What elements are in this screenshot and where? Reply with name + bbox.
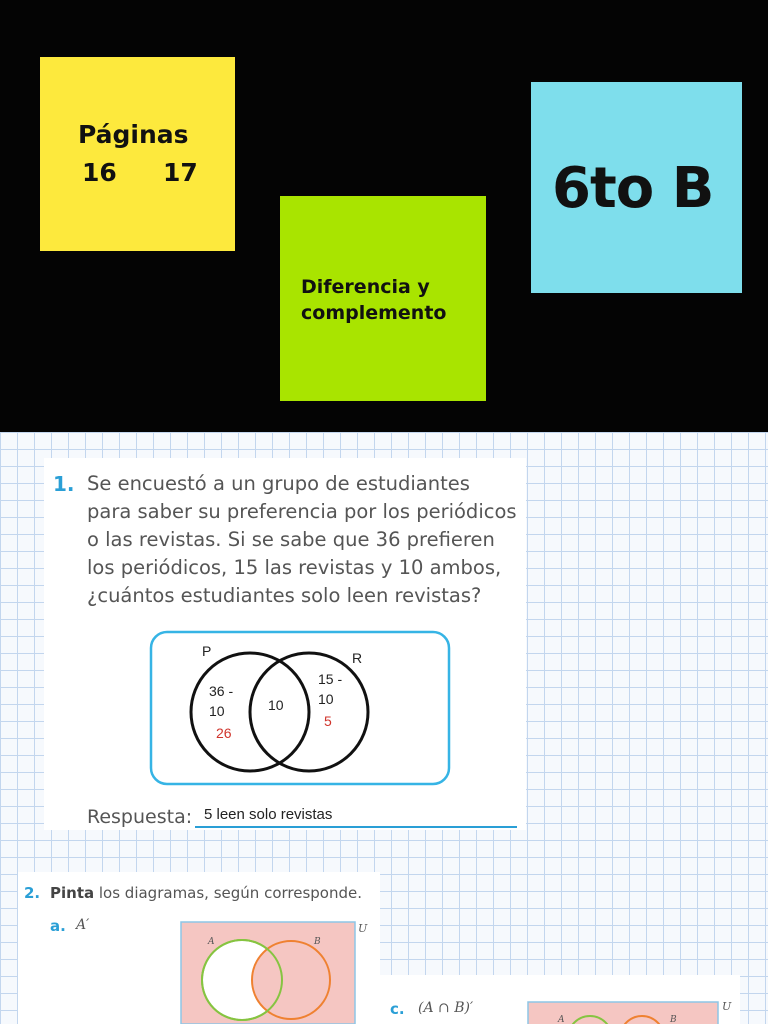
answer-text[interactable]: 5 leen solo revistas xyxy=(204,806,333,823)
venn-diagram xyxy=(149,630,453,786)
item-a-diagram[interactable] xyxy=(178,918,368,1024)
right-region-result: 5 xyxy=(324,713,332,729)
topic-line: Diferencia y xyxy=(301,276,430,298)
set-b-label: B xyxy=(670,1015,677,1024)
intersection-value: 10 xyxy=(268,697,284,713)
set-b-circle xyxy=(252,941,330,1019)
statement-line: ¿cuántos estudiantes solo leen revistas? xyxy=(87,584,482,607)
left-region-result: 26 xyxy=(216,725,232,741)
pages-note xyxy=(40,57,235,251)
right-region-expression xyxy=(318,669,342,709)
item-c-expression: (A ∩ B)′ xyxy=(418,1000,474,1016)
item-c-letter: c. xyxy=(390,1000,405,1018)
topic-line: complemento xyxy=(301,302,447,324)
page-number-b: 17 xyxy=(163,158,198,187)
item-a-letter: a. xyxy=(50,917,66,935)
exercise-1-number: 1. xyxy=(53,472,75,496)
page-number-a: 16 xyxy=(82,158,117,187)
item-c-diagram[interactable] xyxy=(510,994,736,1024)
topic-title xyxy=(301,274,446,326)
answer-label: Respuesta: xyxy=(87,806,193,828)
statement-line: los periódicos, 15 las revistas y 10 ambos, xyxy=(87,556,502,579)
item-a-expression: A′ xyxy=(76,917,90,933)
instruction-rest: los diagramas, según corresponde. xyxy=(94,884,362,902)
set-r-label: R xyxy=(352,650,363,666)
expression-line: 10 xyxy=(209,703,225,719)
grade-label: 6to B xyxy=(552,156,714,221)
statement-line: Se encuestó a un grupo de estudiantes xyxy=(87,472,470,495)
answer-underline xyxy=(195,826,517,828)
pages-title: Páginas xyxy=(78,120,189,149)
expression-line: 15 - xyxy=(318,671,343,687)
set-a-label: A xyxy=(558,1015,565,1024)
left-region-expression xyxy=(209,681,233,721)
statement-line: para saber su preferencia por los periódicos xyxy=(87,500,517,523)
set-b-label: B xyxy=(314,937,321,947)
statement-line: o las revistas. Si se sabe que 36 prefieren xyxy=(87,528,495,551)
exercise-1-statement xyxy=(87,470,517,610)
set-p-label: P xyxy=(202,643,212,659)
instruction-verb: Pinta xyxy=(50,884,95,902)
exercise-2-number: 2. xyxy=(24,884,41,902)
set-a-label: A xyxy=(208,937,215,947)
exercise-2-instruction xyxy=(50,884,362,902)
universe-label: U xyxy=(358,922,368,935)
expression-line: 10 xyxy=(318,691,334,707)
universe-label: U xyxy=(722,1000,732,1013)
expression-line: 36 - xyxy=(209,683,234,699)
universe-shaded xyxy=(528,1002,718,1024)
